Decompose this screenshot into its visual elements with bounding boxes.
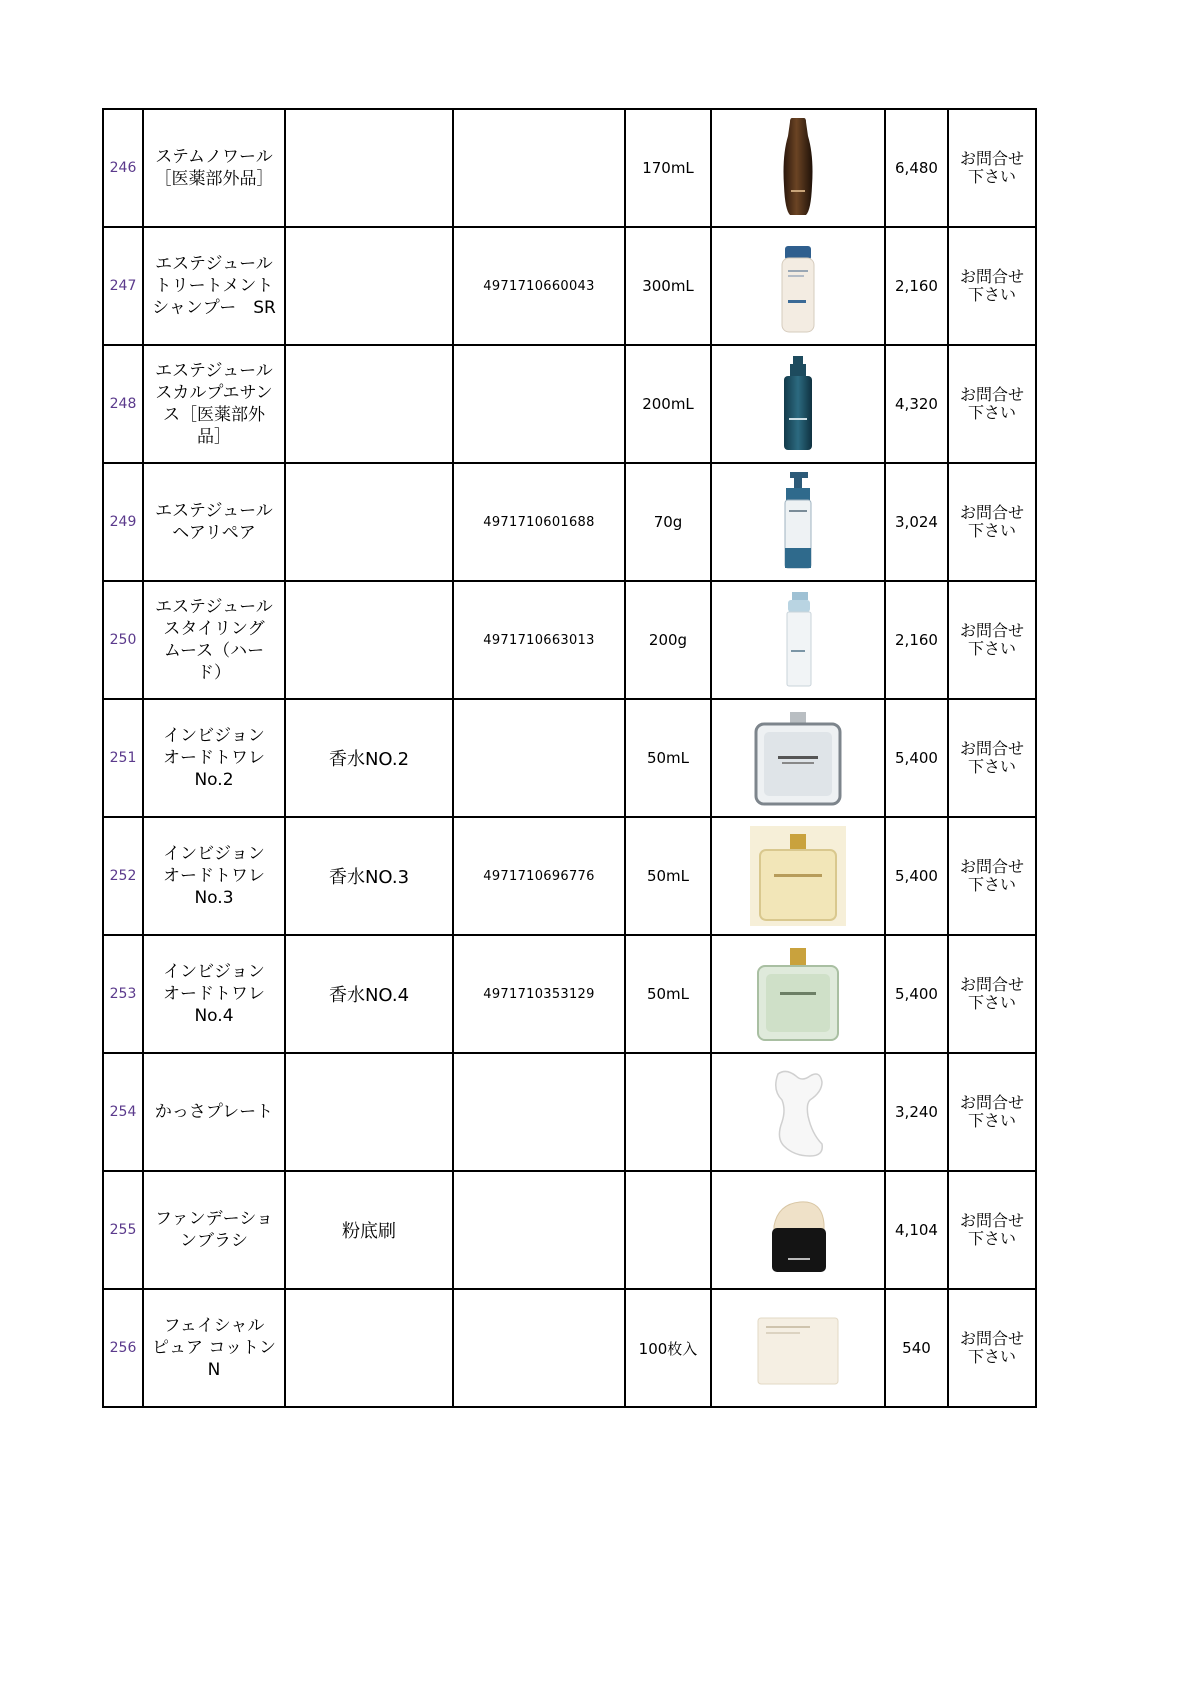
product-name: ファンデーショ ンブラシ xyxy=(143,1171,285,1289)
product-price: 2,160 xyxy=(885,581,948,699)
jan-code xyxy=(453,109,625,227)
product-size: 70g xyxy=(625,463,711,581)
chinese-name xyxy=(285,109,453,227)
item-number: 253 xyxy=(103,935,143,1053)
product-price: 5,400 xyxy=(885,817,948,935)
table-row xyxy=(103,935,1036,1053)
product-size xyxy=(625,1171,711,1289)
item-number: 249 xyxy=(103,463,143,581)
product-image-pump-bottle xyxy=(738,470,858,574)
inquiry-note: お問合せ 下さい xyxy=(948,1171,1036,1289)
product-price: 5,400 xyxy=(885,935,948,1053)
inquiry-note: お問合せ 下さい xyxy=(948,699,1036,817)
item-number: 251 xyxy=(103,699,143,817)
product-image-cell xyxy=(711,935,885,1053)
table-row xyxy=(103,227,1036,345)
product-price: 5,400 xyxy=(885,699,948,817)
inquiry-note: お問合せ 下さい xyxy=(948,463,1036,581)
product-image-mousse-can xyxy=(738,588,858,692)
chinese-name xyxy=(285,581,453,699)
product-name: エステジュール スタイリング ムース（ハー ド） xyxy=(143,581,285,699)
product-name: インビジョン オードトワレ No.2 xyxy=(143,699,285,817)
jan-code: 4971710353129 xyxy=(453,935,625,1053)
jan-code xyxy=(453,699,625,817)
table-row xyxy=(103,699,1036,817)
chinese-name xyxy=(285,1053,453,1171)
product-image-green-perfume-bottle xyxy=(738,942,858,1046)
product-image-cell xyxy=(711,581,885,699)
inquiry-note: お問合せ 下さい xyxy=(948,345,1036,463)
product-image-yellow-perfume-bottle xyxy=(738,824,858,928)
table-row xyxy=(103,817,1036,935)
product-size: 200g xyxy=(625,581,711,699)
item-number: 247 xyxy=(103,227,143,345)
product-price: 4,104 xyxy=(885,1171,948,1289)
product-image-cell xyxy=(711,345,885,463)
product-name: インビジョン オードトワレ No.4 xyxy=(143,935,285,1053)
inquiry-note: お問合せ 下さい xyxy=(948,581,1036,699)
product-image-kassa-plate xyxy=(738,1060,858,1164)
product-price: 540 xyxy=(885,1289,948,1407)
jan-code xyxy=(453,345,625,463)
product-image-white-shampoo-bottle xyxy=(738,234,858,338)
jan-code: 4971710663013 xyxy=(453,581,625,699)
item-number: 252 xyxy=(103,817,143,935)
item-number: 246 xyxy=(103,109,143,227)
product-image-cell xyxy=(711,699,885,817)
product-image-cell xyxy=(711,1053,885,1171)
product-size xyxy=(625,1053,711,1171)
jan-code: 4971710696776 xyxy=(453,817,625,935)
product-size: 50mL xyxy=(625,935,711,1053)
table-row xyxy=(103,109,1036,227)
product-image-cell xyxy=(711,1171,885,1289)
product-price: 3,240 xyxy=(885,1053,948,1171)
chinese-name: 香水NO.3 xyxy=(285,817,453,935)
chinese-name xyxy=(285,1289,453,1407)
item-number: 254 xyxy=(103,1053,143,1171)
product-table xyxy=(102,108,1037,1408)
table-row xyxy=(103,345,1036,463)
item-number: 255 xyxy=(103,1171,143,1289)
jan-code: 4971710660043 xyxy=(453,227,625,345)
table-row xyxy=(103,463,1036,581)
inquiry-note: お問合せ 下さい xyxy=(948,1053,1036,1171)
product-image-cell xyxy=(711,817,885,935)
jan-code: 4971710601688 xyxy=(453,463,625,581)
product-name: インビジョン オードトワレ No.3 xyxy=(143,817,285,935)
item-number: 250 xyxy=(103,581,143,699)
product-size: 300mL xyxy=(625,227,711,345)
product-size: 170mL xyxy=(625,109,711,227)
product-size: 50mL xyxy=(625,699,711,817)
product-image-clear-perfume-bottle xyxy=(738,706,858,810)
chinese-name: 香水NO.4 xyxy=(285,935,453,1053)
chinese-name: 粉底刷 xyxy=(285,1171,453,1289)
product-image-dark-brown-bottle xyxy=(738,116,858,220)
product-image-cell xyxy=(711,463,885,581)
product-name: エステジュール ヘアリペア xyxy=(143,463,285,581)
product-size: 50mL xyxy=(625,817,711,935)
product-image-cell xyxy=(711,1289,885,1407)
product-name: かっさプレート xyxy=(143,1053,285,1171)
product-image-cotton-box xyxy=(738,1296,858,1400)
inquiry-note: お問合せ 下さい xyxy=(948,227,1036,345)
table-row xyxy=(103,581,1036,699)
jan-code xyxy=(453,1171,625,1289)
product-size: 100枚入 xyxy=(625,1289,711,1407)
product-size: 200mL xyxy=(625,345,711,463)
product-name: エステジュール トリートメント シャンプー SR xyxy=(143,227,285,345)
item-number: 248 xyxy=(103,345,143,463)
chinese-name xyxy=(285,345,453,463)
inquiry-note: お問合せ 下さい xyxy=(948,935,1036,1053)
product-image-foundation-brush xyxy=(738,1178,858,1282)
jan-code xyxy=(453,1289,625,1407)
item-number: 256 xyxy=(103,1289,143,1407)
inquiry-note: お問合せ 下さい xyxy=(948,817,1036,935)
product-image-cell xyxy=(711,109,885,227)
product-image-cell xyxy=(711,227,885,345)
product-name: ステムノワール ［医薬部外品］ xyxy=(143,109,285,227)
chinese-name: 香水NO.2 xyxy=(285,699,453,817)
chinese-name xyxy=(285,463,453,581)
product-price: 3,024 xyxy=(885,463,948,581)
product-image-teal-spray-bottle xyxy=(738,352,858,456)
inquiry-note: お問合せ 下さい xyxy=(948,1289,1036,1407)
table-row xyxy=(103,1053,1036,1171)
table-row xyxy=(103,1289,1036,1407)
product-name: フェイシャル ピュア コットン N xyxy=(143,1289,285,1407)
product-price: 2,160 xyxy=(885,227,948,345)
jan-code xyxy=(453,1053,625,1171)
table-row xyxy=(103,1171,1036,1289)
inquiry-note: お問合せ 下さい xyxy=(948,109,1036,227)
chinese-name xyxy=(285,227,453,345)
product-price: 4,320 xyxy=(885,345,948,463)
product-price: 6,480 xyxy=(885,109,948,227)
product-name: エステジュール スカルプエサン ス［医薬部外 品］ xyxy=(143,345,285,463)
